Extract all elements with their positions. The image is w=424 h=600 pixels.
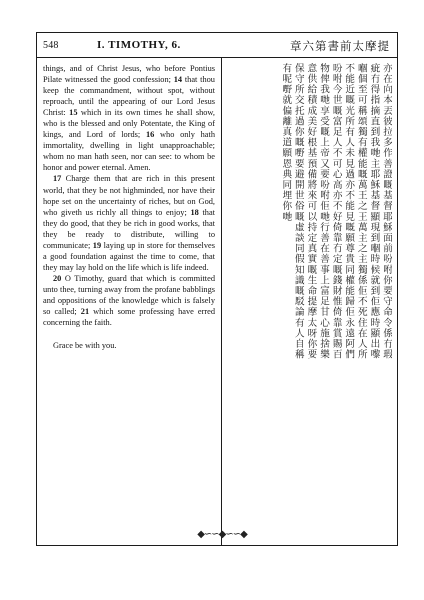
english-paragraph-1 bbox=[43, 63, 215, 173]
verse-number: 14 bbox=[173, 75, 183, 85]
chinese-running-head: 章六第書前太摩提 bbox=[290, 39, 390, 53]
ornament-divider: ◆∽∽◆∽∽◆ bbox=[197, 529, 247, 540]
column-divider bbox=[221, 57, 222, 545]
running-head: I. TIMOTHY, 6. bbox=[97, 39, 181, 51]
page-frame bbox=[36, 32, 398, 546]
verse-text: which in its own times he shall show, who is the blessed and only Potentate, the King of kings, and Lord of lords; bbox=[43, 108, 215, 140]
verse-text: things, and of Christ Jesus, who before Pontius Pilate witnessed the good confession; bbox=[43, 64, 215, 85]
verse-text: O Timothy, guard that which is committed unto thee, turning away from the profane babblings and oppositions of the knowledge which is falsely so called; bbox=[43, 273, 215, 317]
header-rule bbox=[37, 57, 397, 58]
verse-text: that thou keep the commandment, without spot, without reproach, until the appearing of our Lord Jesus Christ: bbox=[43, 75, 215, 118]
english-paragraph-3 bbox=[43, 273, 215, 328]
verse-number: 19 bbox=[92, 240, 102, 250]
verse-number: 21 bbox=[80, 307, 90, 317]
verse-number: 20 bbox=[53, 273, 62, 283]
chinese-column: 亦在向本丟彼拉多作善證嘅基督耶穌面前吩咐你要守命令係冇瑕疵冇得指摘直到我哋主耶穌基督顯現到嗰時候就到佢應時顯出嚟嗰個至可稱頌獨有權能嘅萬王之王萬主之主獨係佢不死住在人所不能近嘅光所有人未見過亦不能見嘅願尊貴同權能歸佢永遠阿們吩咐今世嘅富足人不可心高亦不好倚靠冇定嘅錢財惟倚靠賞賜百物俾我哋享受嘅上帝又要吩咐佢哋行善在善事上富足甘心施捨樂意供給積成美好根基預備將來可以持定真實嘅生命提摩太呀你要保守所交托過你嘅嘢要避開世俗嘅虛談同假知識嘅駁論有人自稱有呢嘢就偏離真道願恩典同埋你哋 bbox=[280, 63, 392, 360]
closing-line: Grace be with you. bbox=[53, 341, 117, 351]
verse-text: which some professing have erred concerning the faith. bbox=[43, 307, 215, 328]
english-paragraph-2 bbox=[43, 173, 215, 272]
page-number: 548 bbox=[43, 40, 59, 51]
verse-text: laying up in store for themselves a good foundation against the time to come, that they may lay hold on the life which is life indeed. bbox=[43, 240, 215, 272]
verse-text: that they do good, that they be rich in good works, that they be ready to distribute, willing to communicate; bbox=[43, 207, 215, 250]
verse-number: 15 bbox=[69, 108, 78, 118]
verse-number: 17 bbox=[53, 174, 62, 184]
english-column bbox=[43, 63, 215, 351]
verse-text: who only hath immortality, dwelling in light unapproachable; whom no man hath seen, nor can see: to whom be honor and power eternal. Amen. bbox=[43, 130, 215, 173]
verse-text: Charge them that are rich in this present world, that they be not highminded, nor have their hope set on the uncertainty of riches, but on God, who giveth us richly all things to enjoy; bbox=[43, 174, 215, 217]
verse-number: 16 bbox=[145, 130, 155, 140]
verse-number: 18 bbox=[190, 207, 199, 217]
